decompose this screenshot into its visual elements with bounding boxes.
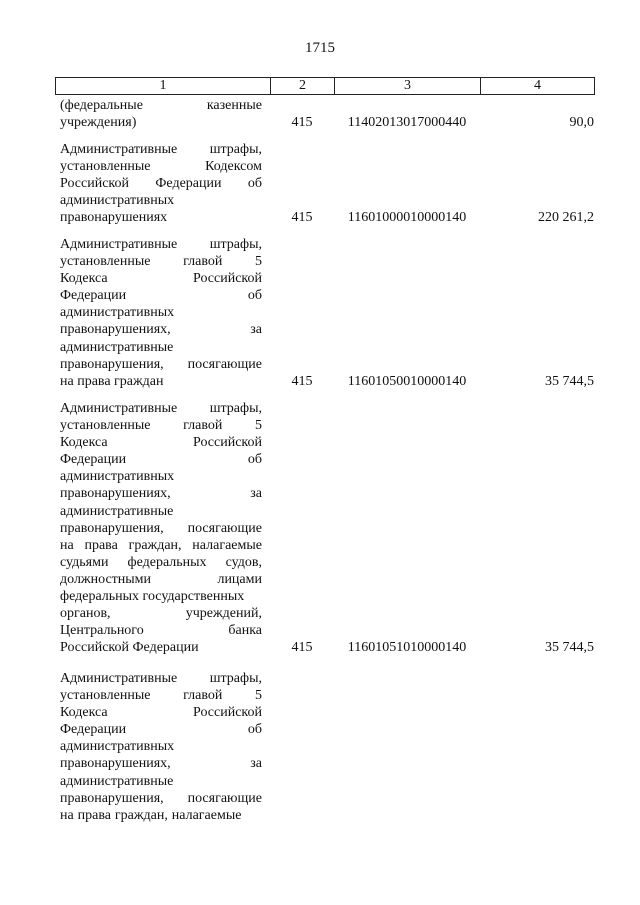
row-description: [60, 236, 262, 390]
row-amount: 35 744,5: [545, 373, 594, 389]
description-word: казенные: [206, 98, 262, 113]
row-budget-code: 11402013017000440: [347, 115, 467, 131]
row-admin-code: 415: [291, 640, 313, 656]
description-word: за: [250, 322, 262, 338]
row-description: [60, 400, 262, 656]
description-word: права: [84, 537, 118, 553]
description-word: правонарушения,: [60, 356, 164, 372]
description-word: Административные: [60, 237, 178, 252]
description-word: органов,: [60, 606, 111, 622]
description-word: Российской Федерации: [60, 640, 199, 656]
description-word: Административные: [60, 671, 178, 686]
column-header-1: 1: [56, 78, 271, 95]
description-word: граждан,: [128, 537, 182, 553]
description-word: Федерации: [155, 176, 222, 192]
description-word: административных: [60, 469, 175, 485]
description-word: налагаемые: [171, 807, 242, 823]
description-word: Российской: [193, 705, 262, 721]
description-word: Российской: [193, 271, 262, 287]
description-word: права: [77, 807, 111, 823]
description-word: установленные: [60, 418, 151, 434]
row-budget-code: 11601000010000140: [347, 210, 467, 226]
description-word: лицами: [217, 571, 262, 587]
description-word: правонарушениях,: [60, 322, 171, 338]
description-word: штрафы,: [209, 671, 262, 686]
description-word: об: [247, 288, 262, 304]
table-header: [55, 77, 595, 95]
description-word: 5: [254, 418, 262, 434]
row-description: [60, 670, 262, 824]
description-word: посягающие: [187, 520, 262, 536]
description-word: административные: [60, 773, 174, 789]
row-admin-code: 415: [291, 115, 313, 131]
description-word: об: [247, 452, 262, 468]
row-description: [60, 97, 262, 131]
description-word: главой: [183, 418, 223, 434]
description-word: посягающие: [187, 790, 262, 806]
description-word: Федерации: [60, 452, 127, 468]
description-word: штрафы,: [209, 401, 262, 416]
description-word: административных: [60, 305, 175, 321]
description-word: установленные: [60, 688, 151, 704]
description-word: правонарушения,: [60, 520, 164, 536]
description-word: банка: [228, 623, 262, 639]
description-word: 5: [254, 688, 262, 704]
column-header-3: 3: [335, 78, 481, 95]
row-budget-code: 11601051010000140: [347, 640, 467, 656]
description-word: штрафы,: [209, 237, 262, 252]
description-word: административные: [60, 503, 174, 519]
description-word: правонарушениях,: [60, 756, 171, 772]
description-word: Российской: [193, 435, 262, 451]
description-word: на: [60, 537, 74, 553]
description-word: за: [250, 486, 262, 502]
description-word: правонарушениях,: [60, 486, 171, 502]
description-word: налагаемые: [192, 537, 262, 553]
description-word: Кодексом: [205, 159, 262, 175]
description-word: судов,: [225, 554, 262, 570]
description-word: об: [247, 722, 262, 738]
description-word: федеральных государственных: [60, 589, 245, 605]
description-word: федеральных: [127, 554, 207, 570]
row-amount: 90,0: [569, 115, 594, 131]
description-word: Административные: [60, 142, 178, 157]
description-word: установленные: [60, 159, 151, 175]
description-word: Федерации: [60, 288, 127, 304]
description-word: посягающие: [187, 356, 262, 372]
description-word: учреждений,: [185, 606, 262, 622]
description-word: судьями: [60, 554, 109, 570]
description-word: учреждения): [60, 115, 137, 131]
row-budget-code: 11601050010000140: [347, 373, 467, 389]
description-word: штрафы,: [209, 142, 262, 157]
description-word: административных: [60, 193, 175, 209]
row-amount: 220 261,2: [538, 210, 594, 226]
description-word: Кодекса: [60, 435, 108, 451]
description-word: должностными: [60, 571, 152, 587]
description-word: Кодекса: [60, 271, 108, 287]
page-number: 1715: [305, 40, 335, 56]
description-word: главой: [183, 688, 223, 704]
description-word: Центрального: [60, 623, 144, 639]
description-word: установленные: [60, 254, 151, 270]
description-word: на права граждан: [60, 373, 164, 389]
row-amount: 35 744,5: [545, 640, 594, 656]
row-description: [60, 141, 262, 226]
description-word: Административные: [60, 401, 178, 416]
column-header-2: 2: [271, 78, 335, 95]
description-word: граждан,: [114, 807, 168, 823]
description-word: главой: [183, 254, 223, 270]
description-word: (федеральные: [60, 98, 143, 113]
description-word: Российской: [60, 176, 129, 192]
description-word: правонарушения,: [60, 790, 164, 806]
description-word: правонарушениях: [60, 210, 168, 226]
description-word: 5: [254, 254, 262, 270]
description-word: об: [247, 176, 262, 192]
column-header-4: 4: [481, 78, 595, 95]
description-word: на: [60, 807, 74, 823]
description-word: за: [250, 756, 262, 772]
description-word: Кодекса: [60, 705, 108, 721]
description-word: Федерации: [60, 722, 127, 738]
description-word: административные: [60, 339, 174, 355]
description-word: административных: [60, 739, 175, 755]
row-admin-code: 415: [291, 210, 313, 226]
row-admin-code: 415: [291, 373, 313, 389]
